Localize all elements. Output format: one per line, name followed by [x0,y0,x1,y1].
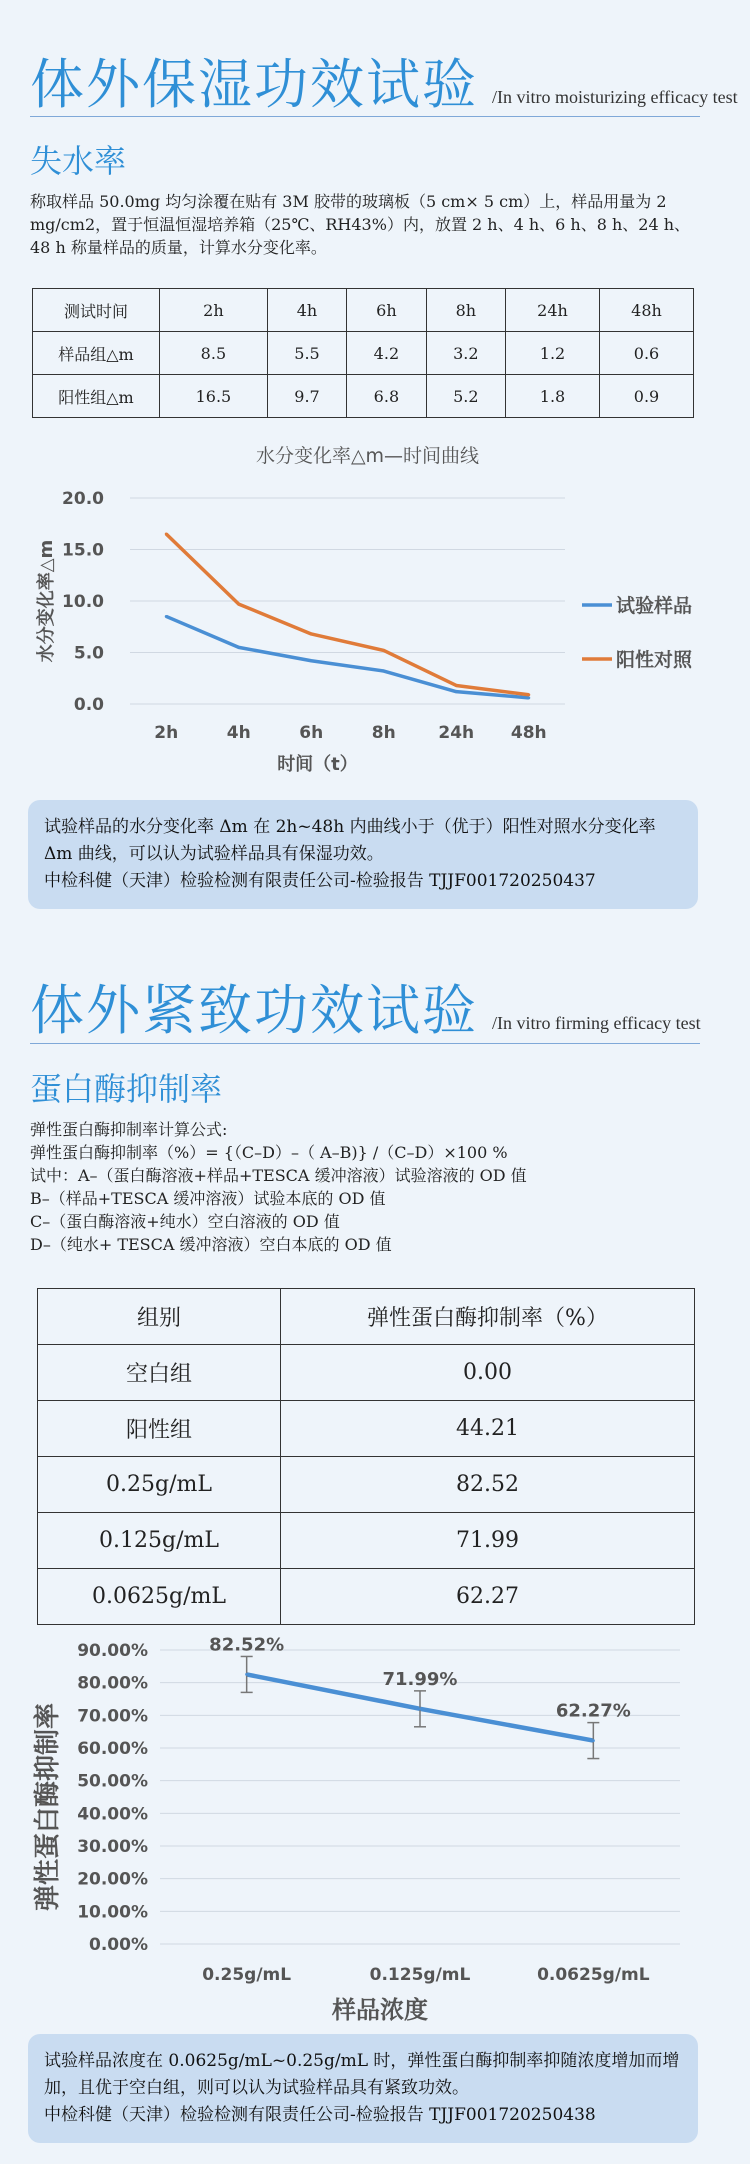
table-header-row [33,289,694,332]
table-cell: 空白组 [38,1345,281,1401]
table-cell: 组别 [38,1289,281,1345]
table-cell: 0.9 [599,375,693,418]
y-tick-label: 60.00% [77,1739,148,1759]
moisture-table [32,288,694,418]
data-point [165,533,168,536]
data-point [527,693,530,696]
data-point [237,603,240,606]
data-point [527,696,530,699]
section2-title: 体外紧致功效试验 [30,979,478,1042]
formula-line: C–（蛋白酶溶液+纯水）空白溶液的 OD 值 [30,1212,340,1231]
table-row [33,375,694,418]
formula-block [30,1118,700,1256]
data-point [165,615,168,618]
data-point [382,649,385,652]
table-cell: 9.7 [267,375,346,418]
formula-line: 弹性蛋白酶抑制率（%）= {（C–D）–（ A–B)} /（C–D）×100 % [30,1143,508,1162]
table-cell: 1.2 [506,332,600,375]
elastase-chart [0,1622,750,2032]
formula-line: 试中：A–（蛋白酶溶液+样品+TESCA 缓冲溶液）试验溶液的 OD 值 [30,1166,527,1185]
table-cell: 测试时间 [33,289,160,332]
x-tick-label: 0.0625g/mL [537,1965,650,1985]
x-tick-label: 8h [371,723,396,743]
table-cell: 82.52 [281,1457,695,1513]
y-tick-label: 10.0 [62,592,104,612]
table-header-row [38,1289,695,1345]
section1-subtitle: 失水率 [30,142,127,180]
table-cell: 62.27 [281,1569,695,1625]
y-tick-label: 30.00% [77,1837,148,1857]
y-tick-label: 5.0 [73,643,104,664]
formula-line: 弹性蛋白酶抑制率计算公式: [30,1120,228,1139]
table-cell: 6.8 [347,375,426,418]
table-cell: 样品组△m [33,332,160,375]
x-tick-label: 0.25g/mL [202,1965,292,1985]
legend-label: 试验样品 [616,595,693,617]
formula-line: D–（纯水+ TESCA 缓冲溶液）空白本底的 OD 值 [30,1235,392,1254]
table-cell: 3.2 [426,332,505,375]
section2-header [30,968,701,1045]
data-point [310,659,313,662]
data-label: 62.27% [555,1700,631,1722]
table-cell: 24h [506,289,600,332]
x-tick-label: 4h [226,723,251,743]
table-row [38,1345,695,1401]
data-point [382,670,385,673]
table-cell: 48h [599,289,693,332]
section1-report-id: 中检科健（天津）检验检测有限责任公司-检验报告 TJJF001720250437 [44,871,596,891]
table-row [38,1569,695,1625]
x-tick-label: 48h [510,723,547,743]
section2-subtitle: 蛋白酶抑制率 [30,1070,223,1108]
table-cell: 16.5 [160,375,268,418]
data-point [419,1707,422,1710]
table-cell: 阳性组 [38,1401,281,1457]
table-cell: 0.25g/mL [38,1457,281,1513]
y-tick-label: 20.0 [62,489,104,509]
section2-report-id: 中检科健（天津）检验检测有限责任公司-检验报告 TJJF001720250438 [44,2105,596,2125]
data-point [237,646,240,649]
table-cell: 弹性蛋白酶抑制率（%） [281,1289,695,1345]
y-tick-label: 70.00% [77,1706,148,1727]
y-tick-label: 0.0 [73,695,104,715]
y-axis-label: 水分变化率△m [36,539,57,663]
table-cell: 8h [426,289,505,332]
table-row [38,1401,695,1457]
series-line [166,616,529,697]
section1-conclusion-text: 试验样品的水分变化率 Δm 在 2h~48h 内曲线小于（优于）阳性对照水分变化率 Δm 曲线，可以认为试验样品具有保湿功效。 [44,817,656,864]
data-point [245,1673,248,1676]
elastase-table [37,1288,695,1625]
data-point [592,1739,595,1742]
table-cell: 4.2 [347,332,426,375]
data-label: 82.52% [209,1634,285,1656]
data-point [455,684,458,687]
y-tick-label: 10.00% [77,1902,148,1923]
table-cell: 1.8 [506,375,600,418]
x-tick-label: 2h [154,723,179,743]
table-cell: 2h [160,289,268,332]
legend-label: 阳性对照 [616,649,693,671]
y-tick-label: 80.00% [77,1673,148,1694]
table-cell: 44.21 [281,1401,695,1457]
table-cell: 8.5 [160,332,268,375]
section2-conclusion [28,2034,698,2143]
data-point [310,632,313,635]
table-row [33,332,694,375]
table-row [38,1457,695,1513]
y-tick-label: 40.00% [77,1804,148,1825]
y-tick-label: 0.00% [89,1935,148,1955]
y-tick-label: 90.00% [77,1641,148,1661]
section2-title-en: /In vitro firming efficacy test [492,1013,701,1033]
y-tick-label: 15.0 [62,540,104,561]
section1-divider [30,116,700,117]
y-tick-label: 20.00% [77,1869,148,1890]
section1-conclusion [28,800,698,909]
section1-header [30,42,738,119]
table-cell: 0.125g/mL [38,1513,281,1569]
table-cell: 4h [267,289,346,332]
x-tick-label: 0.125g/mL [369,1965,471,1985]
table-cell: 71.99 [281,1513,695,1569]
table-cell: 5.2 [426,375,505,418]
section1-title: 体外保湿功效试验 [30,53,478,116]
x-tick-label: 6h [299,723,324,743]
section2-divider [30,1043,700,1044]
x-axis-label: 样品浓度 [332,1996,428,2024]
table-cell: 6h [347,289,426,332]
table-row [38,1513,695,1569]
formula-line: B–（样品+TESCA 缓冲溶液）试验本底的 OD 值 [30,1189,386,1208]
table-cell: 0.00 [281,1345,695,1401]
y-axis-label: 弹性蛋白酶抑制率 [33,1702,63,1912]
table-cell: 0.6 [599,332,693,375]
data-label: 71.99% [382,1668,458,1690]
x-axis-label: 时间（t） [277,754,358,775]
x-tick-label: 24h [438,723,475,743]
data-point [455,690,458,693]
section2-conclusion-text: 试验样品浓度在 0.0625g/mL~0.25g/mL 时，弹性蛋白酶抑制率抑随浓度增加而增加，且优于空白组，则可以认为试验样品具有紧致功效。 [44,2051,680,2098]
table-cell: 5.5 [267,332,346,375]
moisture-chart [0,430,750,790]
chart-title: 水分变化率△m—时间曲线 [255,445,480,467]
table-cell: 阳性组△m [33,375,160,418]
series-line [166,534,529,695]
section1-title-en: /In vitro moisturizing efficacy test [492,87,738,107]
y-tick-label: 50.00% [77,1771,148,1792]
table-cell: 0.0625g/mL [38,1569,281,1625]
section1-description: 称取样品 50.0mg 均匀涂覆在贴有 3M 胶带的玻璃板（5 cm× 5 cm）上，样品用量为 2 mg/cm2，置于恒温恒湿培养箱（25℃、RH43%）内，放置 2 h、4 h、6 h、8 h、24 h、48 h 称量样品的质量，计算水分变化率。 [30,192,691,257]
